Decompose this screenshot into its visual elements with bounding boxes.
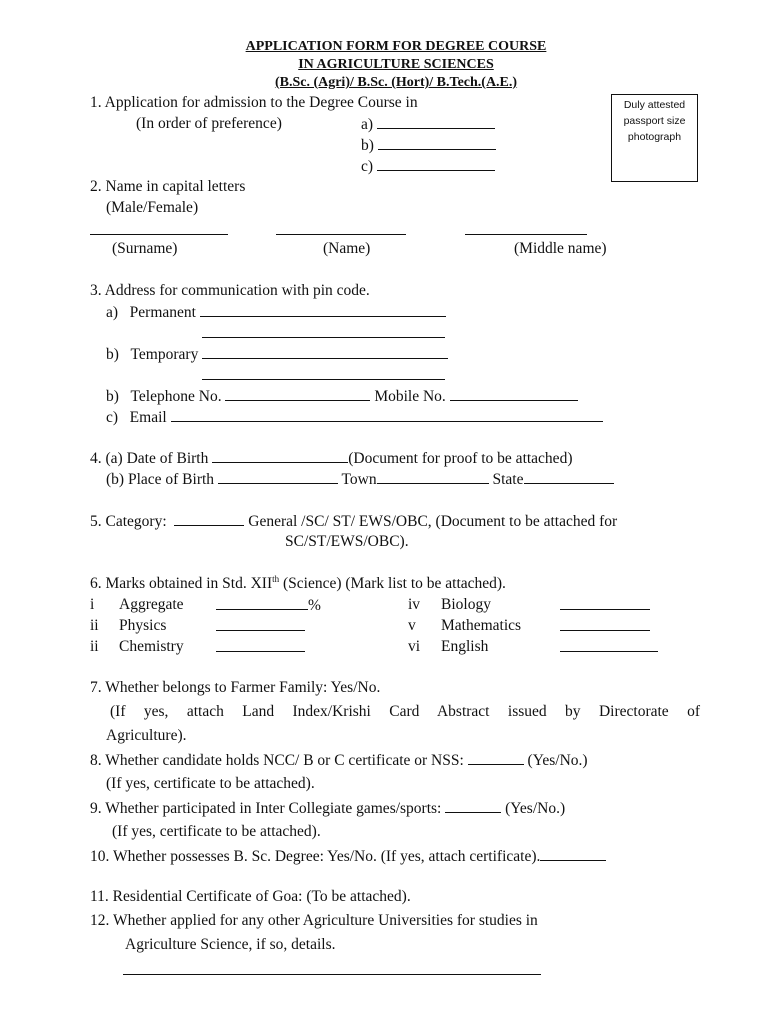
permanent-address-field-line2[interactable] <box>202 337 445 338</box>
email-field[interactable] <box>171 407 603 422</box>
marks-num: ii <box>90 638 99 655</box>
q11-label: 11. Residential Certificate of Goa: (To be attached). <box>90 888 411 905</box>
form-subtitle: IN AGRICULTURE SCIENCES <box>298 57 494 72</box>
q9-note: (If yes, certificate to be attached). <box>112 823 321 840</box>
temporary-address-row: b) Temporary <box>106 344 448 365</box>
q1-preference: (In order of preference) <box>136 115 282 132</box>
q1-option-a[interactable]: a) <box>361 114 495 135</box>
q1-option-c[interactable]: c) <box>361 156 495 177</box>
q8-note: (If yes, certificate to be attached). <box>106 775 315 792</box>
q7-label: 7. Whether belongs to Farmer Family: Yes/No. <box>90 679 381 696</box>
marks-subject: Chemistry <box>119 638 184 655</box>
marks-aggregate-field[interactable]: % <box>216 595 321 616</box>
marks-mathematics-field[interactable] <box>560 616 650 637</box>
temporary-address-field[interactable] <box>202 344 448 359</box>
marks-english-field[interactable] <box>560 637 658 658</box>
photo-box-line: photograph <box>627 131 682 143</box>
blank-field[interactable] <box>378 135 496 150</box>
middle-name-field[interactable] <box>465 234 587 235</box>
telephone-row: b) Telephone No. Mobile No. <box>106 386 578 407</box>
marks-subject: Mathematics <box>441 617 522 634</box>
q7-note-cont: Agriculture). <box>106 727 187 744</box>
pob-row: (b) Place of Birth Town State <box>106 469 614 490</box>
surname-label: (Surname) <box>112 240 178 257</box>
q12-label-cont: Agriculture Science, if so, details. <box>125 936 336 953</box>
dob-row: 4. (a) Date of Birth (Document for proof to be attached) <box>90 450 573 467</box>
name-field[interactable] <box>276 234 406 235</box>
category-field[interactable] <box>174 511 244 526</box>
q3-label: 3. Address for communication with pin code. <box>90 282 370 299</box>
name-label: (Name) <box>323 240 371 257</box>
blank-field[interactable] <box>377 114 495 129</box>
q2-gender: (Male/Female) <box>106 199 199 216</box>
photo-box-line: Duly attested <box>623 99 686 111</box>
q9-row: 9. Whether participated in Inter Collegiate games/sports: (Yes/No.) <box>90 800 566 817</box>
middle-name-label: (Middle name) <box>514 240 607 257</box>
q1-label: 1. Application for admission to the Degree Course in <box>90 94 418 111</box>
marks-num: ii <box>90 617 99 634</box>
photograph-box[interactable] <box>611 94 698 182</box>
q8-row: 8. Whether candidate holds NCC/ B or C certificate or NSS: (Yes/No.) <box>90 752 588 769</box>
state-field[interactable] <box>524 469 614 484</box>
category-note: SC/ST/EWS/OBC). <box>285 533 409 550</box>
ncc-nss-field[interactable] <box>468 750 524 765</box>
form-title: APPLICATION FORM FOR DEGREE COURSE <box>245 39 547 54</box>
dob-field[interactable] <box>212 448 348 463</box>
marks-subject: Aggregate <box>119 596 184 613</box>
marks-num: i <box>90 596 95 613</box>
q2-label: 2. Name in capital letters <box>90 178 246 195</box>
telephone-field[interactable] <box>225 386 370 401</box>
q12-label: 12. Whether applied for any other Agriculture Universities for studies in <box>90 912 538 929</box>
q6-label: 6. Marks obtained in Std. XIIth (Science) (Mark list to be attached). <box>90 573 506 592</box>
temporary-address-field-line2[interactable] <box>202 379 445 380</box>
q7-note: (If yes, attach Land Index/Krishi Card Abstract issued by Directorate of <box>110 703 700 720</box>
permanent-address-field[interactable] <box>200 302 446 317</box>
email-row: c) Email <box>106 407 603 428</box>
bsc-degree-field[interactable] <box>540 846 606 861</box>
marks-subject: Physics <box>119 617 167 634</box>
marks-num: vi <box>408 638 421 655</box>
blank-field[interactable] <box>377 156 495 171</box>
marks-biology-field[interactable] <box>560 595 650 616</box>
sports-field[interactable] <box>445 798 501 813</box>
marks-num: v <box>408 617 416 634</box>
marks-chemistry-field[interactable] <box>216 637 305 658</box>
permanent-address-row: a) Permanent <box>106 302 446 323</box>
q1-option-b[interactable]: b) <box>361 135 496 156</box>
marks-subject: Biology <box>441 596 491 613</box>
mobile-field[interactable] <box>450 386 578 401</box>
other-universities-field[interactable] <box>123 974 541 975</box>
q10-row: 10. Whether possesses B. Sc. Degree: Yes/No. (If yes, attach certificate). <box>90 846 606 867</box>
marks-num: iv <box>408 596 421 613</box>
photo-box-line: passport size <box>623 115 686 127</box>
marks-physics-field[interactable] <box>216 616 305 637</box>
marks-subject: English <box>441 638 489 655</box>
town-field[interactable] <box>377 469 489 484</box>
pob-field[interactable] <box>218 469 338 484</box>
surname-field[interactable] <box>90 234 228 235</box>
category-row: 5. Category: General /SC/ ST/ EWS/OBC, (Document to be attached for <box>90 513 618 530</box>
course-list: (B.Sc. (Agri)/ B.Sc. (Hort)/ B.Tech.(A.E.) <box>274 75 518 90</box>
